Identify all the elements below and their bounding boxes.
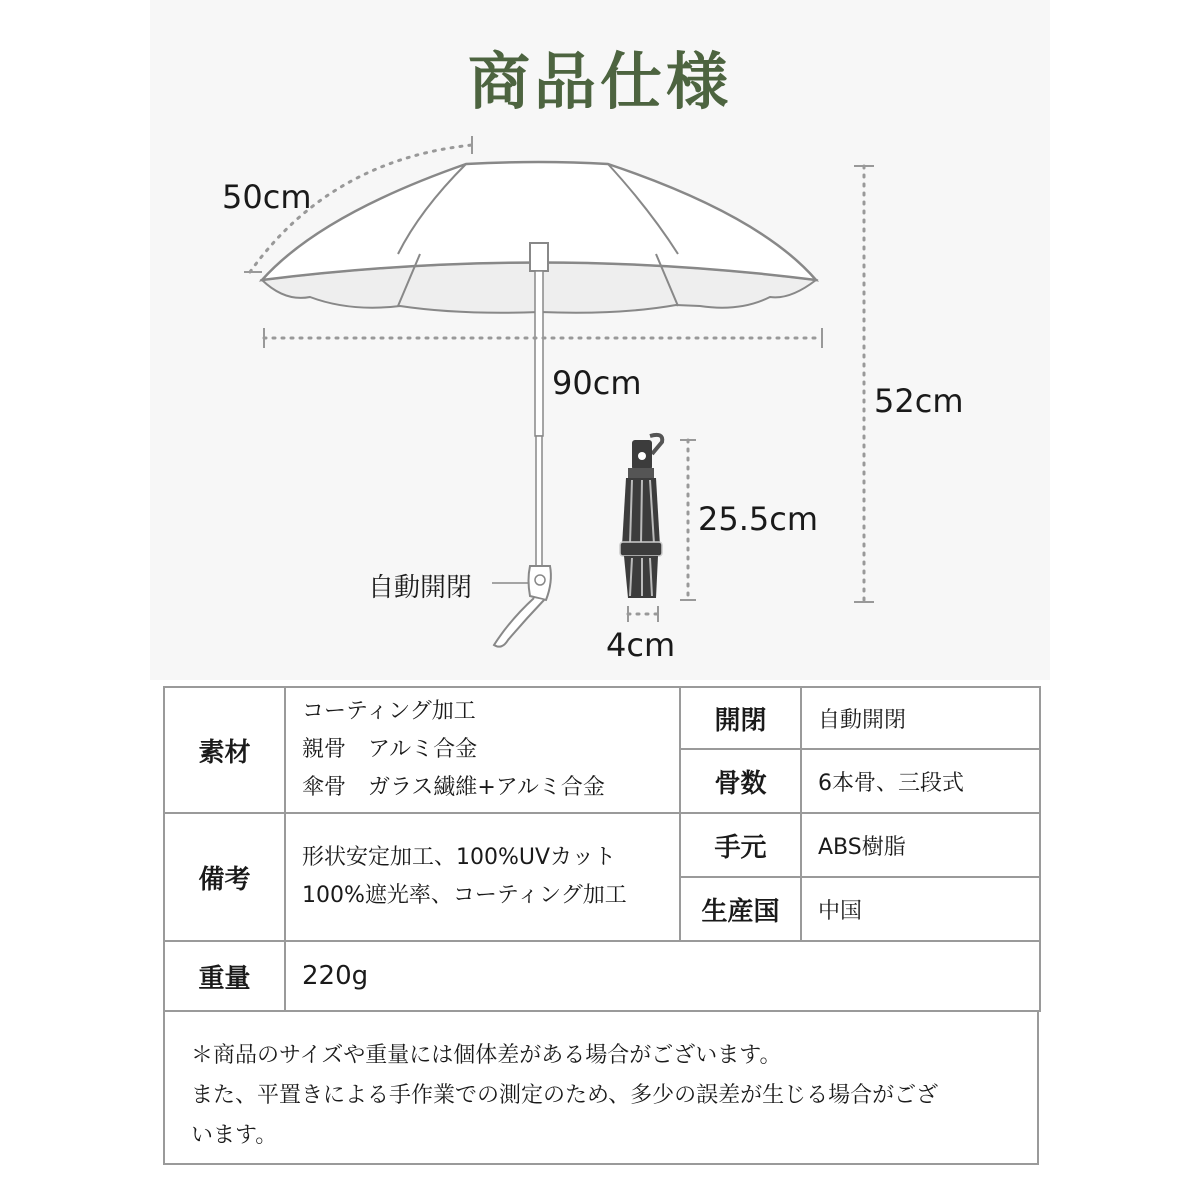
- note-line: います。: [191, 1123, 278, 1148]
- folded-length-label: 25.5cm: [698, 500, 819, 538]
- origin-value: 中国: [801, 877, 1040, 941]
- weight-label: 重量: [164, 941, 285, 1011]
- page-title: 商品仕様: [467, 45, 732, 118]
- folded-width-label: 4cm: [606, 626, 676, 664]
- handle-label: 手元: [680, 813, 801, 877]
- handle-value: ABS樹脂: [801, 813, 1040, 877]
- material-value: コーティング加工 親骨 アルミ合金 傘骨 ガラス繊維+アルミ合金: [285, 687, 680, 813]
- auto-open-button: [535, 575, 545, 585]
- open-value: 自動開閉: [801, 687, 1040, 749]
- span-label: 90cm: [552, 364, 642, 402]
- umbrella-shaft-lower: [536, 436, 542, 566]
- ribs-value: 6本骨、三段式: [801, 749, 1040, 813]
- disclaimer-note: [163, 1010, 1039, 1165]
- note-line: ＊商品のサイズや重量には個体差がある場合がございます。: [191, 1043, 782, 1068]
- spec-table: [163, 686, 1041, 1012]
- umbrella-shaft-upper: [535, 271, 543, 436]
- material-label: 素材: [164, 687, 285, 813]
- notes-value: 形状安定加工、100%UVカット 100%遮光率、コーティング加工: [285, 813, 680, 941]
- wrist-strap: [494, 598, 544, 647]
- folded-umbrella: [620, 435, 662, 598]
- origin-label: 生産国: [680, 877, 801, 941]
- open-length-label: 52cm: [874, 382, 964, 420]
- ribs-label: 骨数: [680, 749, 801, 813]
- note-line: また、平置きによる手作業での測定のため、多少の誤差が生じる場合がござ: [191, 1083, 939, 1108]
- umbrella-hub: [530, 243, 548, 271]
- weight-value: 220g: [285, 941, 1040, 1011]
- auto-open-callout: 自動開閉: [368, 573, 473, 603]
- canopy-arc-label: 50cm: [222, 178, 312, 216]
- open-label: 開閉: [680, 687, 801, 749]
- notes-label: 備考: [164, 813, 285, 941]
